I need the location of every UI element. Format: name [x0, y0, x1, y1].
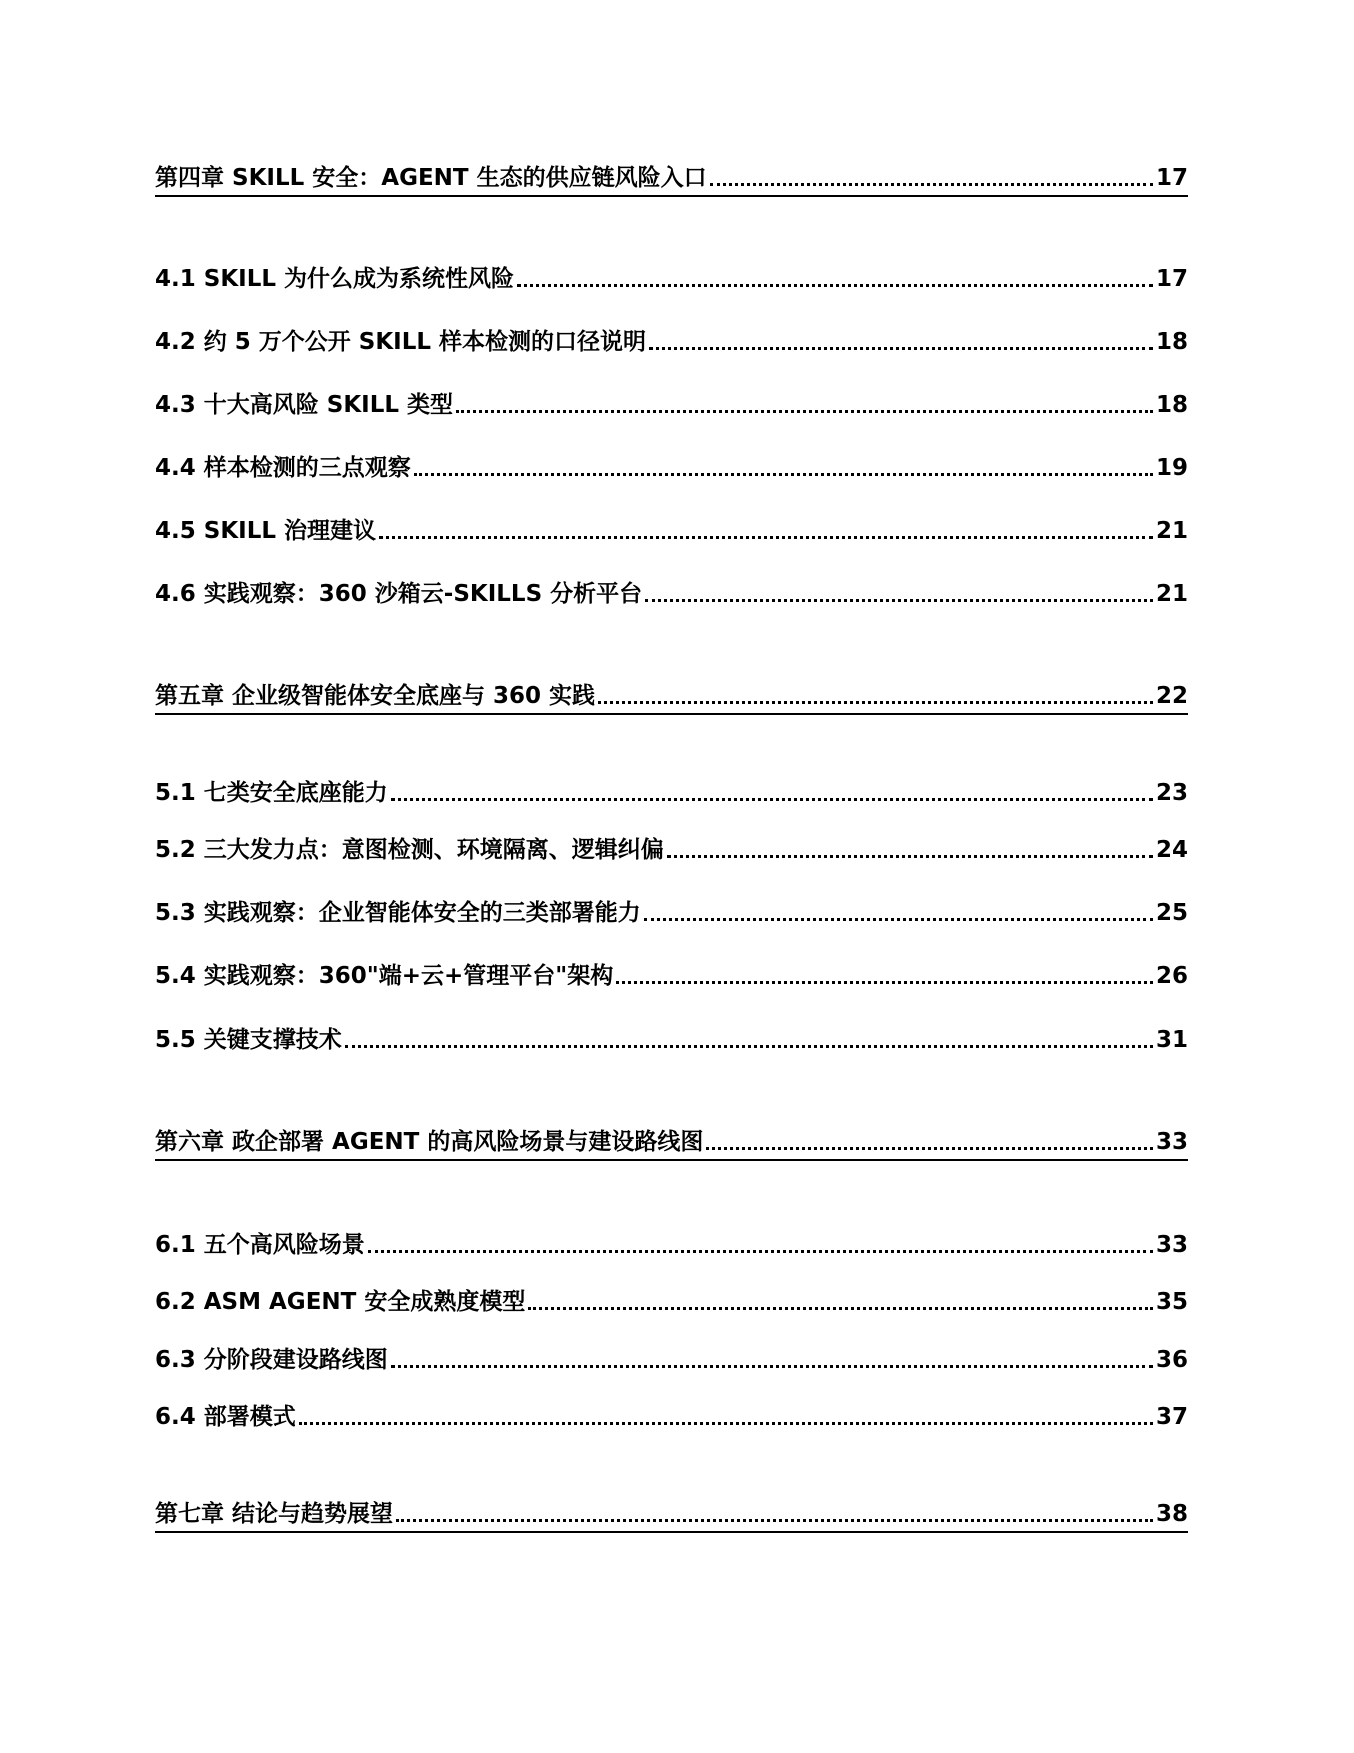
dot-leader	[598, 701, 1153, 704]
toc-page-number: 31	[1155, 1027, 1188, 1053]
toc-title: 5.5 关键支撑技术	[155, 1027, 342, 1053]
toc-page-number: 21	[1155, 581, 1188, 607]
toc-page-number: 23	[1155, 780, 1188, 806]
toc-section-6-4[interactable]	[155, 1400, 1188, 1434]
dot-leader	[644, 918, 1153, 921]
dot-leader	[649, 347, 1153, 350]
toc-section-5-2[interactable]	[155, 833, 1188, 867]
toc-title: 第五章 企业级智能体安全底座与 360 实践	[155, 683, 596, 709]
dot-leader	[379, 536, 1153, 539]
dot-leader	[368, 1250, 1153, 1253]
dot-leader	[706, 1147, 1153, 1150]
toc-section-4-4[interactable]	[155, 451, 1188, 485]
toc-page-number: 33	[1155, 1232, 1188, 1258]
toc-title: 5.3 实践观察：企业智能体安全的三类部署能力	[155, 900, 641, 926]
toc-page-number: 18	[1155, 392, 1188, 418]
dot-leader	[456, 410, 1153, 413]
dot-leader	[645, 599, 1153, 602]
toc-section-5-3[interactable]	[155, 896, 1188, 930]
toc-title: 第六章 政企部署 AGENT 的高风险场景与建设路线图	[155, 1129, 704, 1155]
dot-leader	[299, 1422, 1153, 1425]
dot-leader	[667, 855, 1153, 858]
toc-chapter-7[interactable]	[155, 1497, 1188, 1533]
toc-title: 5.1 七类安全底座能力	[155, 780, 388, 806]
toc-chapter-6[interactable]	[155, 1125, 1188, 1161]
toc-page-number: 19	[1155, 455, 1188, 481]
toc-section-4-1[interactable]	[155, 262, 1188, 296]
toc-title: 4.2 约 5 万个公开 SKILL 样本检测的口径说明	[155, 329, 647, 355]
toc-title: 6.2 ASM AGENT 安全成熟度模型	[155, 1289, 526, 1315]
toc-chapter-5[interactable]	[155, 679, 1188, 715]
toc-section-6-1[interactable]	[155, 1228, 1188, 1262]
dot-leader	[528, 1307, 1153, 1310]
dot-leader	[414, 473, 1153, 476]
toc-page-number: 17	[1155, 165, 1188, 191]
toc-title: 第四章 SKILL 安全：AGENT 生态的供应链风险入口	[155, 165, 707, 191]
toc-title: 5.4 实践观察：360"端+云+管理平台"架构	[155, 963, 614, 989]
toc-section-5-1[interactable]	[155, 776, 1188, 810]
toc-page-number: 26	[1155, 963, 1188, 989]
dot-leader	[391, 1365, 1153, 1368]
toc-title: 6.4 部署模式	[155, 1404, 296, 1430]
toc-page-number: 24	[1155, 837, 1188, 863]
toc-page-number: 35	[1155, 1289, 1188, 1315]
toc-page-number: 22	[1155, 683, 1188, 709]
toc-section-4-3[interactable]	[155, 388, 1188, 422]
dot-leader	[710, 183, 1153, 186]
toc-section-5-4[interactable]	[155, 959, 1188, 993]
toc-title: 6.3 分阶段建设路线图	[155, 1347, 388, 1373]
toc-page-number: 38	[1155, 1501, 1188, 1527]
dot-leader	[616, 981, 1153, 984]
toc-title: 5.2 三大发力点：意图检测、环境隔离、逻辑纠偏	[155, 837, 664, 863]
toc-section-5-5[interactable]	[155, 1023, 1188, 1057]
toc-title: 4.4 样本检测的三点观察	[155, 455, 411, 481]
toc-title: 4.3 十大高风险 SKILL 类型	[155, 392, 454, 418]
toc-page-number: 17	[1155, 266, 1188, 292]
toc-section-6-2[interactable]	[155, 1285, 1188, 1319]
toc-page-number: 25	[1155, 900, 1188, 926]
toc-title: 第七章 结论与趋势展望	[155, 1501, 394, 1527]
toc-page-number: 33	[1155, 1129, 1188, 1155]
dot-leader	[517, 284, 1153, 287]
toc-chapter-4[interactable]	[155, 161, 1188, 197]
toc-title: 4.5 SKILL 治理建议	[155, 518, 377, 544]
toc-page-number: 18	[1155, 329, 1188, 355]
toc-page-number: 21	[1155, 518, 1188, 544]
dot-leader	[396, 1519, 1153, 1522]
dot-leader	[345, 1045, 1153, 1048]
toc-section-4-2[interactable]	[155, 325, 1188, 359]
toc-title: 4.6 实践观察：360 沙箱云-SKILLS 分析平台	[155, 581, 643, 607]
toc-section-4-5[interactable]	[155, 514, 1188, 548]
toc-section-6-3[interactable]	[155, 1343, 1188, 1377]
toc-page-number: 36	[1155, 1347, 1188, 1373]
toc-section-4-6[interactable]	[155, 577, 1188, 611]
dot-leader	[391, 798, 1153, 801]
toc-title: 6.1 五个高风险场景	[155, 1232, 365, 1258]
toc-title: 4.1 SKILL 为什么成为系统性风险	[155, 266, 515, 292]
toc-page-number: 37	[1155, 1404, 1188, 1430]
